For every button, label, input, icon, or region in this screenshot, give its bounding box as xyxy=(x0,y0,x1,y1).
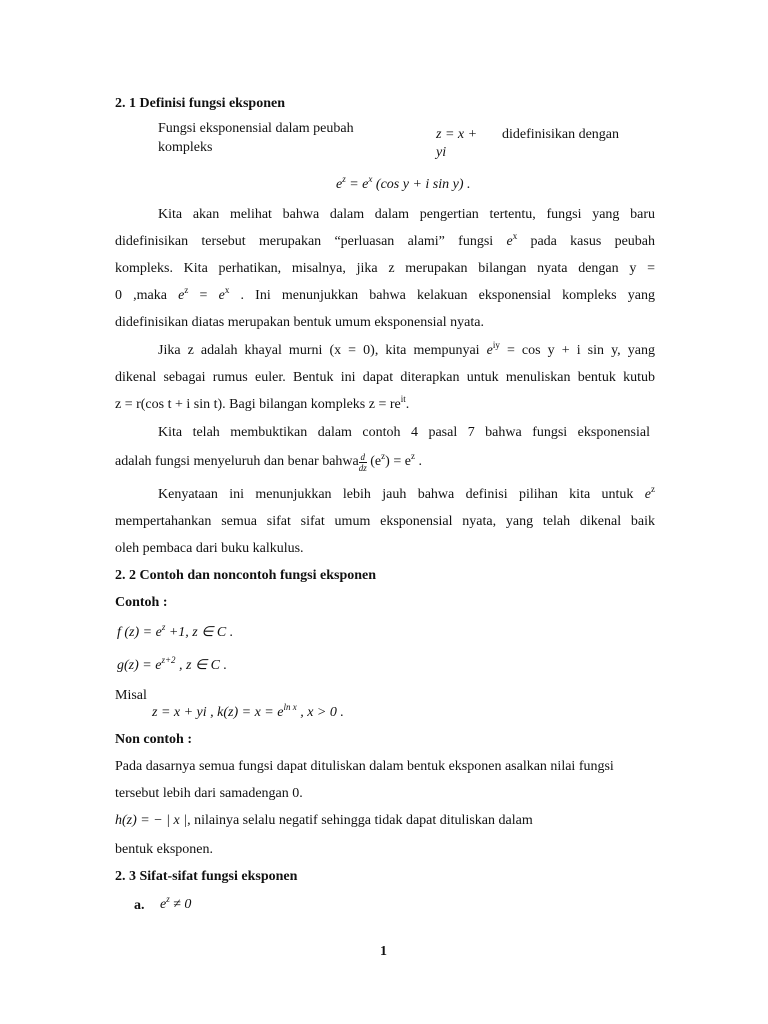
derivative-fraction: $\frac{d}{dz}$ xyxy=(358,452,367,473)
example-2-equation: $g(z) = e^{z+2}$ , z ∈ C . xyxy=(117,655,227,673)
property-a-label: a. xyxy=(134,898,145,913)
paragraph-1-line-1: Kita akan melihat bahwa dalam dalam pengertian tertentu, fungsi yang baru xyxy=(158,207,655,222)
definition-variable-1: z = x + xyxy=(436,127,478,142)
paragraph-1-line-5: didefinisikan diatas merupakan bentuk umum eksponensial nyata. xyxy=(115,315,484,330)
paragraph-4-line-3: oleh pembaca dari buku kalkulus. xyxy=(115,541,304,556)
noncontoh-line-3: h(z) = − | x |, nilainya selalu negatif sehingga tidak dapat dituliskan dalam xyxy=(115,813,533,828)
paragraph-4-line-2: mempertahankan semua sifat sifat umum eksponensial nyata, yang telah dikenal baik xyxy=(115,514,655,529)
paragraph-2-line-2: dikenal sebagai rumus euler. Bentuk ini dapat diterapkan untuk menuliskan bentuk kutub xyxy=(115,370,655,385)
noncontoh-line-1: Pada dasarnya semua fungsi dapat dituliskan dalam bentuk eksponen asalkan nilai fungsi xyxy=(115,759,614,774)
noncontoh-line-2: tersebut lebih dari samadengan 0. xyxy=(115,786,303,801)
example-1-equation: f $(z) = e^z +1$, z ∈ C . xyxy=(117,622,234,640)
page-number: 1 xyxy=(380,944,387,959)
paragraph-3-line-2: adalah fungsi menyeluruh dan benar bahwa $\frac{d}{dz}$ $(e^z) = e^z$ . xyxy=(115,451,422,473)
noncontoh-label: Non contoh : xyxy=(115,732,193,747)
paragraph-2-line-3: z = r(cos t + i sin t). Bagi bilangan kompleks $z = re^{it}$. xyxy=(115,394,410,412)
definition-text-right: didefinisikan dengan xyxy=(502,127,620,142)
misal-label: Misal xyxy=(115,688,147,703)
paragraph-1-line-3: kompleks. Kita perhatikan, misalnya, jika z merupakan bilangan nyata dengan y = xyxy=(115,261,655,276)
section-heading-2-2: 2. 2 Contoh dan noncontoh fungsi eksponen xyxy=(115,568,377,583)
paragraph-1-line-2: didefinisikan tersebut merupakan “perluasan alami” fungsi $e^x$ pada kasus peubah xyxy=(115,231,655,249)
contoh-label: Contoh : xyxy=(115,595,168,610)
section-heading-2-3: 2. 3 Sifat-sifat fungsi eksponen xyxy=(115,869,298,884)
paragraph-3-line-1: Kita telah membuktikan dalam contoh 4 pasal 7 bahwa fungsi eksponensial xyxy=(158,425,650,440)
paragraph-2-line-1: Jika z adalah khayal murni (x = 0), kita mempunyai $e^{iy} = \cos y + i$ sin y, yang xyxy=(158,340,655,358)
definition-text-line-1: Fungsi eksponensial dalam peubah xyxy=(158,121,354,136)
paragraph-4-line-1: Kenyataan ini menunjukkan lebih jauh bahwa definisi pilihan kita untuk $e^z$ xyxy=(158,484,655,502)
section-heading-2-1: 2. 1 Definisi fungsi eksponen xyxy=(115,96,285,111)
definition-variable-2: yi xyxy=(436,145,447,160)
paragraph-1-line-4: 0 ,maka $e^z = e^x$ . Ini menunjukkan bahwa kelakuan eksponensial kompleks yang xyxy=(115,285,655,303)
noncontoh-line-4: bentuk eksponen. xyxy=(115,842,213,857)
example-3-equation: z = x + yi , $k(z) = x = e^{ln x}$ , x > 0 . xyxy=(152,702,344,720)
property-a-equation: $e^z \ne 0$ xyxy=(160,894,192,912)
euler-definition-equation: $e^z = e^x$ (cos y + i sin y) . xyxy=(336,174,471,192)
definition-text-line-2: kompleks xyxy=(158,140,213,155)
